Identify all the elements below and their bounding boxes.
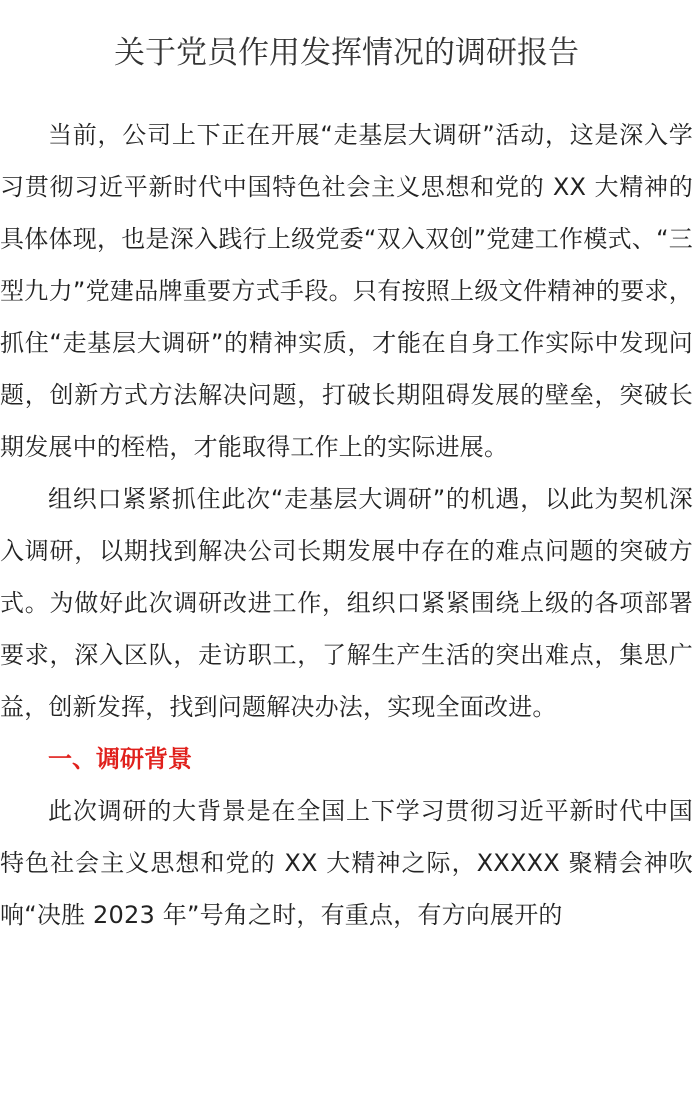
section-heading-background: 一、调研背景 xyxy=(48,745,192,773)
paragraph-background: 此次调研的大背景是在全国上下学习贯彻习近平新时代中国特色社会主义思想和党的 XX 大精神之际，XXXXX 聚精会神吹响“决胜 2023 年”号角之时，有重点，有方向展开的 xyxy=(0,797,693,929)
document-title: 关于党员作用发挥情况的调研报告 xyxy=(114,35,579,71)
paragraph-intro: 当前，公司上下正在开展“走基层大调研”活动，这是深入学习贯彻习近平新时代中国特色社会主义思想和党的 XX 大精神的具体体现，也是深入践行上级党委“双入双创”党建工作模式、“三型九力”党建品牌重要方式手段。只有按照上级文件精神的要求，抓住“走基层大调研”的精神实质，才能在自身工作实际中发现问题，创新方式方法解决问题，打破长期阻碍发展的壁垒，突破长期发展中的桎梏，才能取得工作上的实际进展。 xyxy=(0,121,693,461)
paragraph-organization: 组织口紧紧抓住此次“走基层大调研”的机遇，以此为契机深入调研，以期找到解决公司长期发展中存在的难点问题的突破方式。为做好此次调研改进工作，组织口紧紧围绕上级的各项部署要求，深入区队，走访职工，了解生产生活的突出难点，集思广益，创新发挥，找到问题解决办法，实现全面改进。 xyxy=(0,485,693,721)
